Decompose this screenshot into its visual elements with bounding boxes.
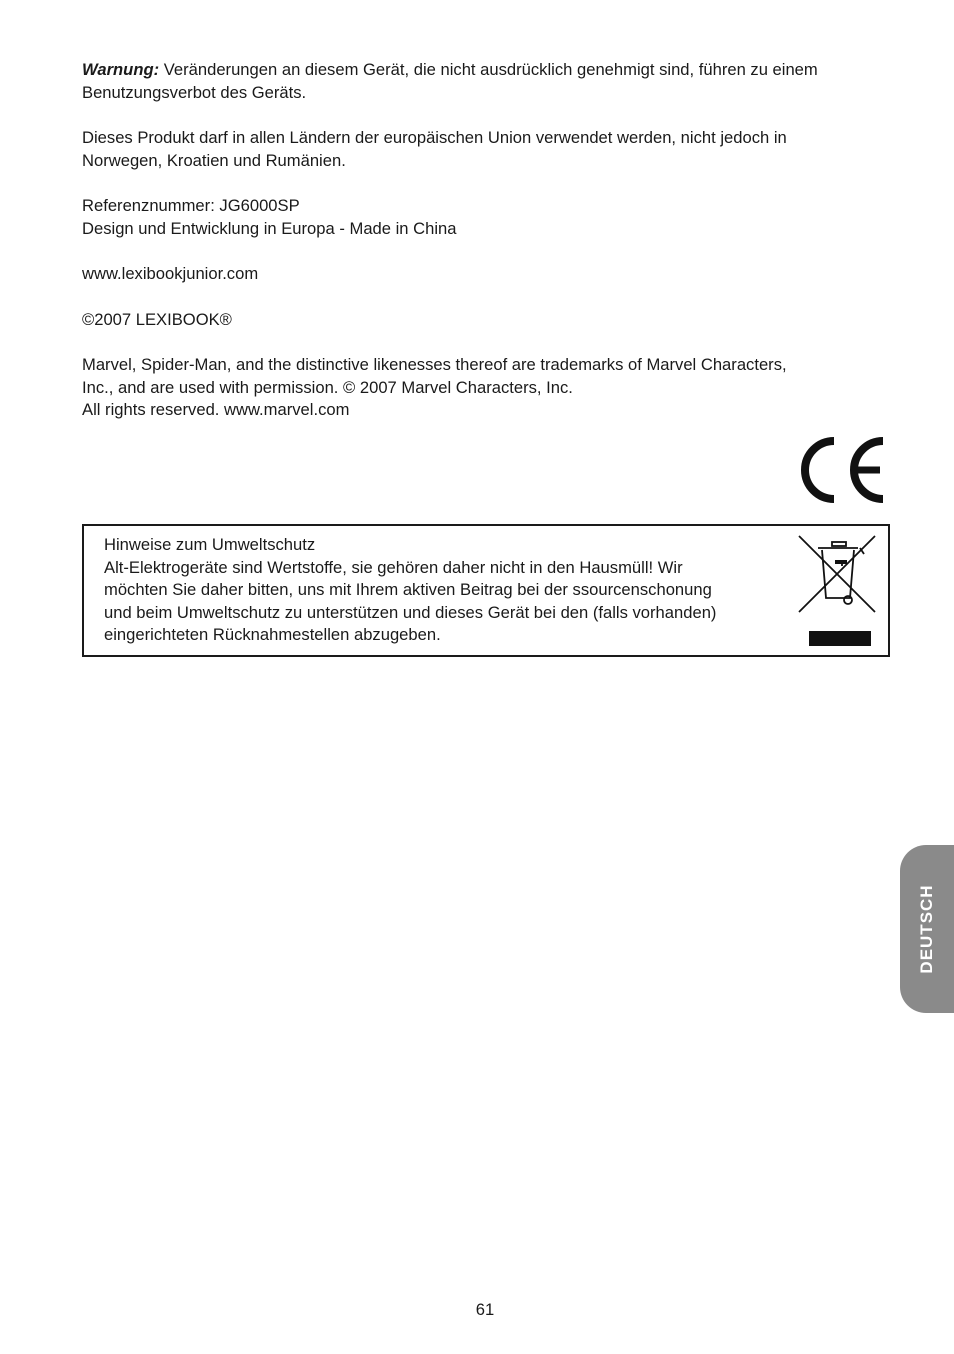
environment-notice-line-1: Alt-Elektrogeräte sind Wertstoffe, sie gehören daher nicht in den Hausmüll! Wir bbox=[104, 557, 683, 577]
weee-black-bar bbox=[809, 631, 871, 646]
trademark-line-2: Inc., and are used with permission. © 2007 Marvel Characters, Inc. bbox=[82, 377, 573, 397]
environment-notice-box bbox=[82, 524, 890, 657]
trademark-line-1: Marvel, Spider-Man, and the distinctive likenesses thereof are trademarks of Marvel Characters, bbox=[82, 355, 787, 374]
environment-notice-text bbox=[104, 534, 794, 647]
ce-mark-icon bbox=[794, 436, 889, 504]
language-tab-label: DEUTSCH bbox=[917, 884, 936, 974]
copyright-paragraph bbox=[82, 309, 902, 332]
reference-paragraph bbox=[82, 195, 902, 240]
language-tab bbox=[900, 845, 954, 1013]
warning-line-1 bbox=[82, 59, 902, 82]
eu-usage-paragraph bbox=[82, 127, 902, 172]
design-origin: Design und Entwicklung in Europa - Made in China bbox=[82, 218, 457, 238]
environment-notice-title: Hinweise zum Umweltschutz bbox=[104, 535, 316, 554]
environment-notice-line-4: eingerichteten Rücknahmestellen abzugeben. bbox=[104, 625, 441, 644]
warning-label: Warnung: bbox=[82, 60, 160, 79]
trademark-line-3: All rights reserved. www.marvel.com bbox=[82, 400, 350, 419]
warning-text: Veränderungen an diesem Gerät, die nicht ausdrücklich genehmigt sind, führen zu einem bbox=[159, 60, 818, 79]
page-content bbox=[82, 59, 902, 445]
copyright-text: ©2007 LEXIBOOK® bbox=[82, 309, 232, 329]
website-link: www.lexibookjunior.com bbox=[82, 264, 259, 283]
warning-paragraph bbox=[82, 59, 902, 104]
environment-notice-line-3: und beim Umweltschutz zu unterstützen und dieses Gerät bei den (falls vorhanden) bbox=[104, 602, 717, 622]
eu-usage-line-1: Dieses Produkt darf in allen Ländern der europäischen Union verwendet werden, nicht jedoch in bbox=[82, 128, 787, 147]
environment-notice-line-2: möchten Sie daher bitten, uns mit Ihrem aktiven Beitrag bei der ssourcenschonung bbox=[104, 580, 712, 599]
trademark-paragraph bbox=[82, 354, 902, 422]
website-paragraph bbox=[82, 263, 902, 286]
reference-number: Referenznummer: JG6000SP bbox=[82, 196, 300, 215]
warning-line-2: Benutzungsverbot des Geräts. bbox=[82, 82, 307, 102]
crossed-out-wheelie-bin-icon bbox=[798, 534, 878, 620]
eu-usage-line-2: Norwegen, Kroatien und Rumänien. bbox=[82, 150, 346, 170]
page-number: 61 bbox=[475, 1300, 495, 1319]
